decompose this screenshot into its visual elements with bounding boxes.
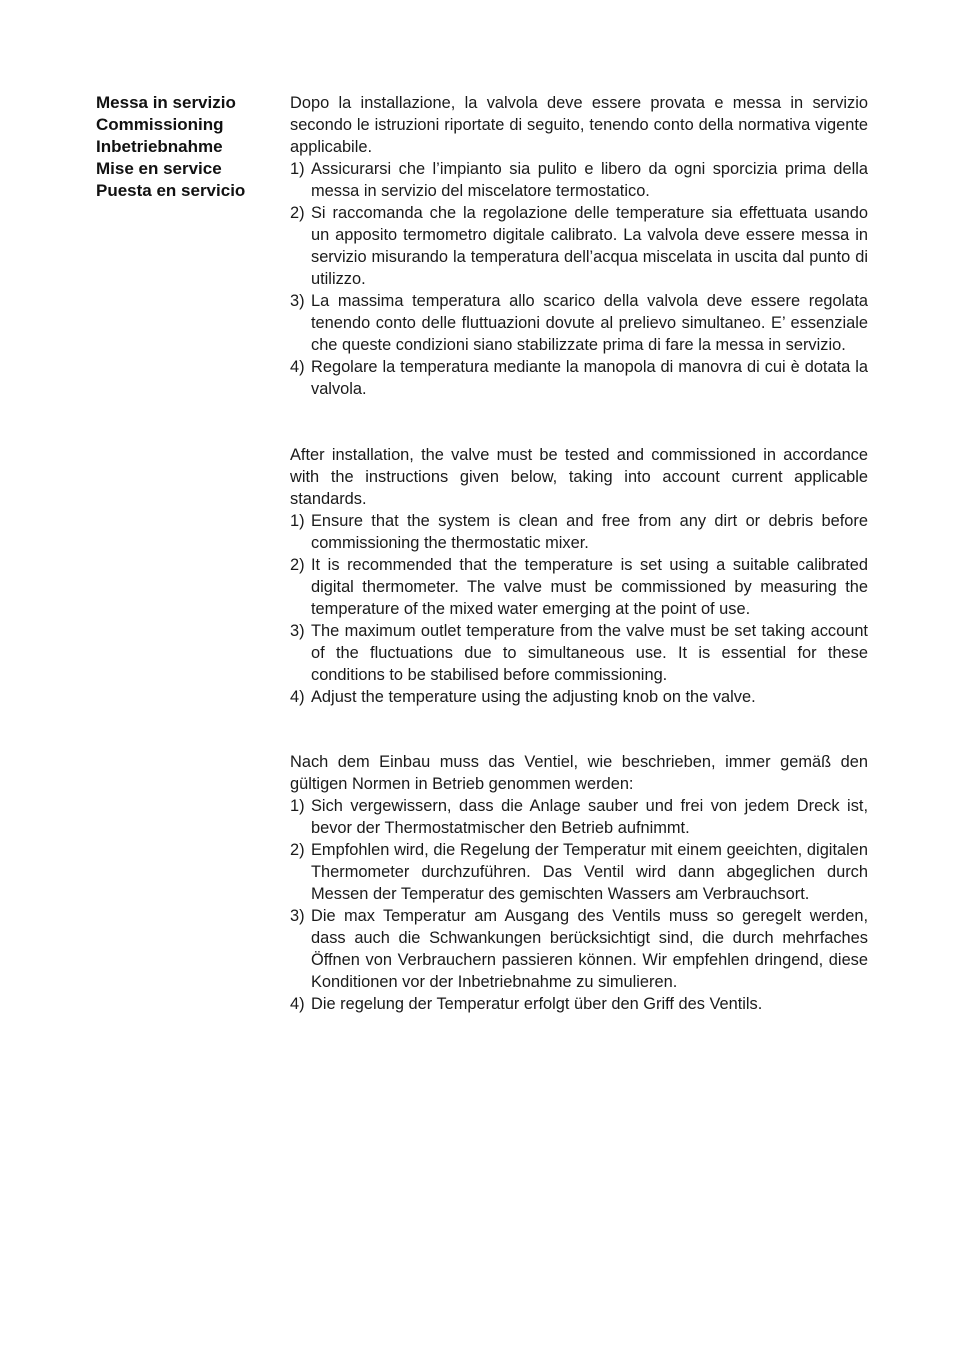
item-text: Si raccomanda che la regolazione delle temperature sia effettuata usando un apposito termometro digitale calibrato. La valvola deve essere messa in servizio misurando la temperatura dell’acqua miscelata in uscita dal punto di utilizzo.: [311, 204, 868, 288]
item-text: Die max Temperatur am Ausgang des Ventils muss so geregelt werden, dass auch die Schwankungen berücksichtigt sind, die durch mehrfaches Öffnen von Verbrauchern passieren können. Wir empfehlen dringend, diese Konditionen vor der Inbetriebnahme zu simulieren.: [311, 907, 868, 991]
list-item: [290, 795, 868, 839]
instruction-list: [290, 510, 868, 708]
item-text: Sich vergewissern, dass die Anlage sauber und frei von jedem Dreck ist, bevor der Thermostatmischer den Betrieb aufnimmt.: [311, 797, 868, 837]
item-number: 2): [290, 556, 305, 574]
item-number: 1): [290, 797, 305, 815]
list-item: [290, 993, 868, 1015]
item-text: Empfohlen wird, die Regelung der Temperatur mit einem geeichten, digitalen Thermometer durchzuführen. Das Ventil wird dann abgeglichen durch Messen der Temperatur des gemischten Wassers am Verbrauchsort.: [311, 841, 868, 903]
instructions-body: [290, 92, 868, 1015]
list-item: [290, 510, 868, 554]
instruction-list: [290, 158, 868, 400]
section-german: [290, 751, 868, 1015]
heading-english: Commissioning: [96, 115, 224, 134]
item-text: Die regelung der Temperatur erfolgt über den Griff des Ventils.: [311, 995, 763, 1013]
list-item: [290, 620, 868, 686]
item-number: 1): [290, 160, 305, 178]
item-number: 2): [290, 841, 305, 859]
item-number: 4): [290, 995, 305, 1013]
item-text: The maximum outlet temperature from the valve must be set taking account of the fluctuations due to simultaneous use. It is essential for these conditions to be stabilised before commissioning.: [311, 622, 868, 684]
item-text: Regolare la temperatura mediante la manopola di manovra di cui è dotata la valvola.: [311, 358, 868, 398]
list-item: [290, 356, 868, 400]
list-item: [290, 554, 868, 620]
list-item: [290, 839, 868, 905]
section-headings: [96, 92, 288, 202]
heading-italian: Messa in servizio: [96, 93, 236, 112]
item-text: Adjust the temperature using the adjusting knob on the valve.: [311, 688, 756, 706]
section-italian: [290, 92, 868, 400]
heading-spanish: Puesta en servicio: [96, 181, 246, 200]
item-number: 4): [290, 688, 305, 706]
item-number: 4): [290, 358, 305, 376]
item-number: 1): [290, 512, 305, 530]
list-item: [290, 158, 868, 202]
item-number: 2): [290, 204, 305, 222]
list-item: [290, 290, 868, 356]
heading-german: Inbetriebnahme: [96, 137, 223, 156]
item-number: 3): [290, 907, 305, 925]
item-text: Assicurarsi che l’impianto sia pulito e libero da ogni sporcizia prima della messa in servizio del miscelatore termostatico.: [311, 160, 868, 200]
item-text: It is recommended that the temperature is set using a suitable calibrated digital thermometer. The valve must be commissioned by measuring the temperature of the mixed water emerging at the point of use.: [311, 556, 868, 618]
heading-french: Mise en service: [96, 159, 222, 178]
item-text: Ensure that the system is clean and free from any dirt or debris before commissioning the thermostatic mixer.: [311, 512, 868, 552]
list-item: [290, 686, 868, 708]
item-number: 3): [290, 622, 305, 640]
section-english: [290, 444, 868, 708]
list-item: [290, 202, 868, 290]
instruction-list: [290, 795, 868, 1015]
item-text: La massima temperatura allo scarico della valvola deve essere regolata tenendo conto delle fluttuazioni dovute al prelievo simultaneo. E’ essenziale che queste condizioni siano stabilizzate prima di fare la messa in servizio.: [311, 292, 868, 354]
item-number: 3): [290, 292, 305, 310]
intro-paragraph: After installation, the valve must be tested and commissioned in accordance with the instructions given below, taking into account current applicable standards.: [290, 446, 868, 508]
intro-paragraph: Dopo la installazione, la valvola deve essere provata e messa in servizio secondo le istruzioni riportate di seguito, tenendo conto della normativa vigente applicabile.: [290, 94, 868, 156]
list-item: [290, 905, 868, 993]
intro-paragraph: Nach dem Einbau muss das Ventiel, wie beschrieben, immer gemäß den gültigen Normen in Betrieb genommen werden:: [290, 753, 868, 793]
